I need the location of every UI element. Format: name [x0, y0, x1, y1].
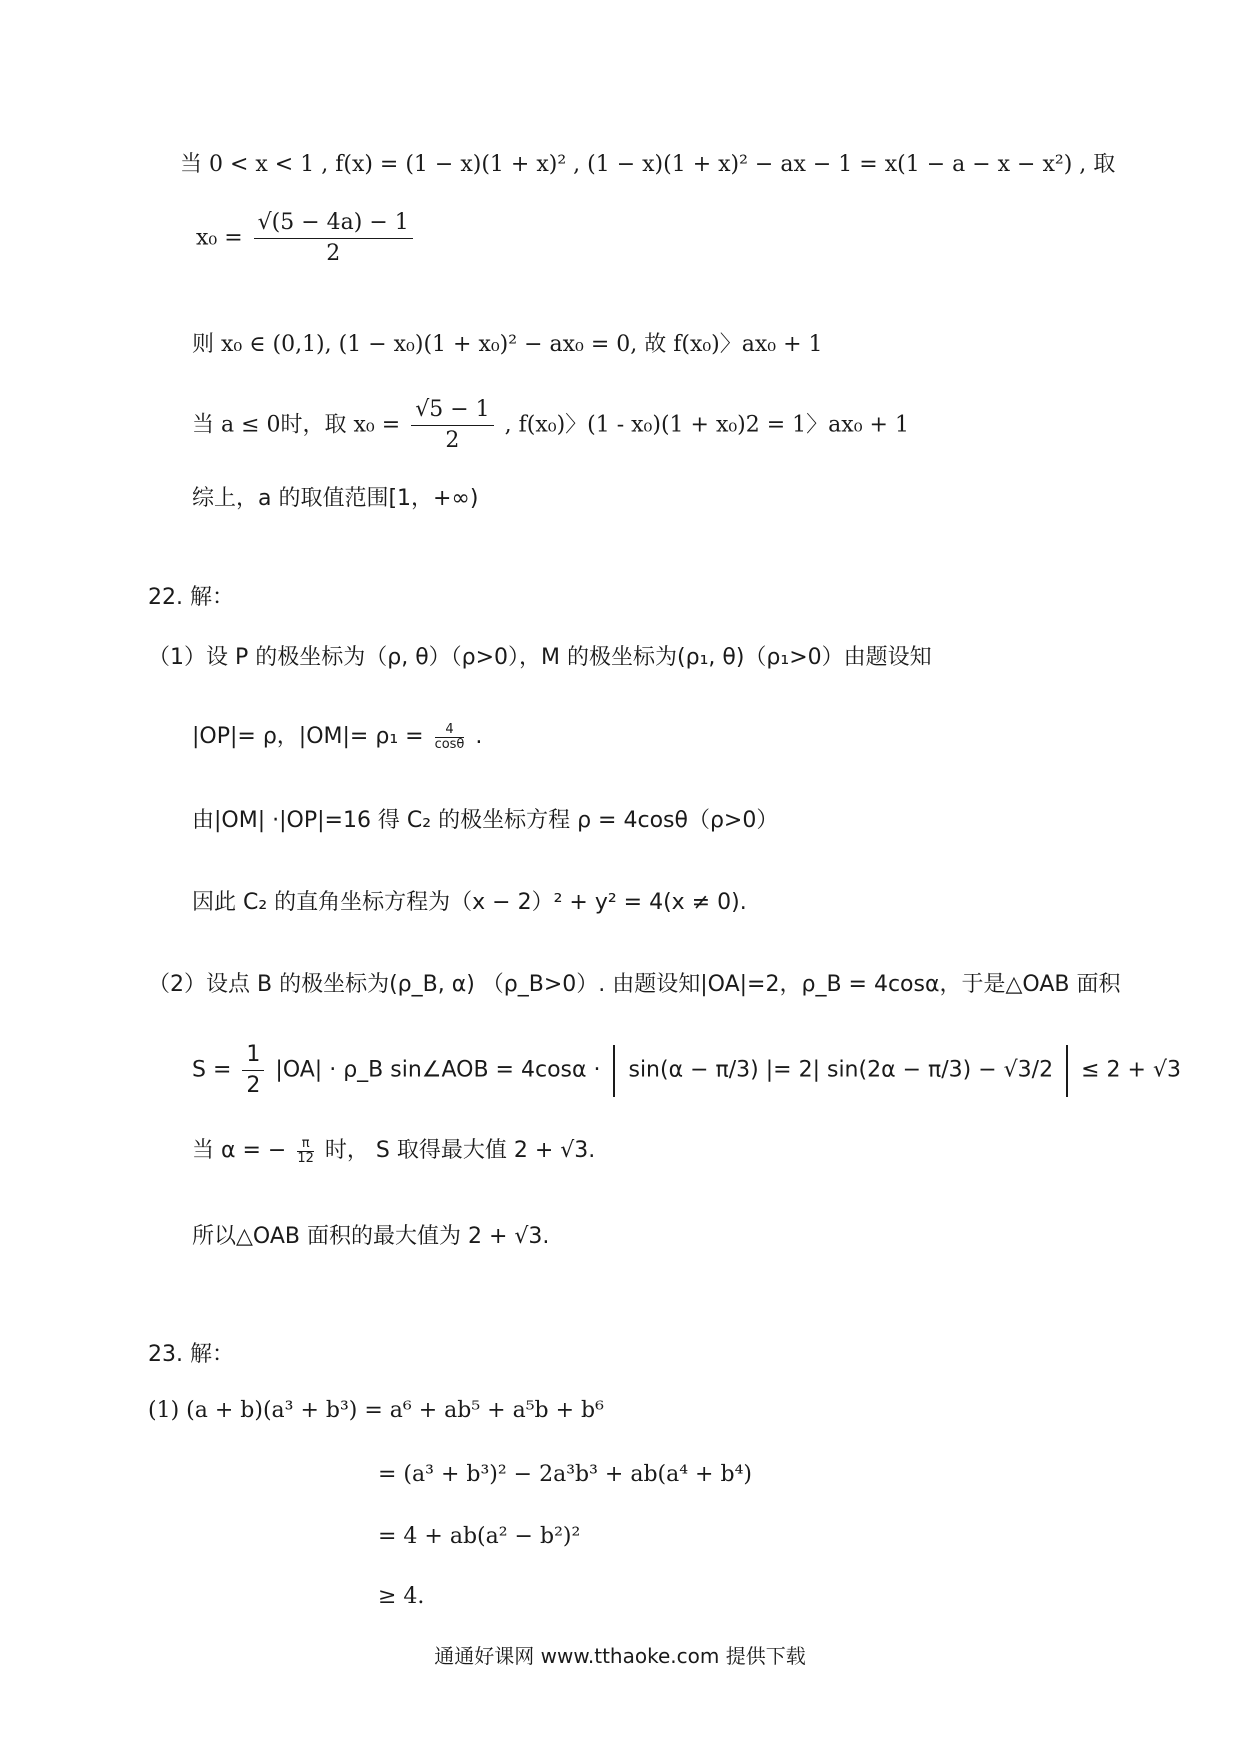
text-line-a-nonpositive	[192, 395, 909, 456]
text-line-22-8	[192, 1222, 549, 1252]
text-line-case-interval	[180, 150, 1115, 180]
text: ≥ 4.	[378, 1584, 425, 1609]
fraction-numerator: 4	[435, 723, 465, 738]
text-line-22-2	[192, 722, 482, 752]
fraction-denominator: 2	[445, 428, 460, 453]
text: S =	[192, 1057, 232, 1083]
pi-12-fraction	[297, 1137, 314, 1166]
text: |OP|= ρ，|OM|= ρ₁ =	[192, 724, 424, 749]
text: 当 a ≤ 0时，取 x₀ =	[192, 412, 401, 438]
cos-fraction	[435, 723, 465, 752]
text: 则 x₀ ∈ (0,1), (1 − x₀)(1 + x₀)² − ax₀ = 0, 故 f(x₀)〉ax₀ + 1	[192, 332, 823, 357]
fraction-numerator: √(5 − 4a) − 1	[254, 208, 413, 239]
text-line-22-3	[192, 806, 778, 836]
page-footer	[0, 1640, 1240, 1669]
text: (1) (a + b)(a³ + b³) = a⁶ + ab⁵ + a⁵b + b⁶	[148, 1398, 604, 1423]
fraction-numerator: 1	[242, 1040, 264, 1071]
fraction-numerator: π	[297, 1137, 314, 1152]
text: 因此 C₂ 的直角坐标方程为（x − 2）² + y² = 4(x ≠ 0).	[192, 890, 747, 915]
half-fraction	[242, 1040, 264, 1101]
fraction-denominator: cosθ	[434, 736, 465, 752]
text: , f(x₀)〉(1 - x₀)(1 + x₀)2 = 1〉ax₀ + 1	[504, 412, 909, 438]
abs-content: sin(α − π/3) |= 2| sin(2α − π/3) − √3/2	[628, 1057, 1054, 1083]
text-line-22-7	[192, 1136, 595, 1166]
sqrt5-fraction	[411, 395, 493, 456]
text: = 4 + ab(a² − b²)²	[378, 1524, 581, 1549]
abs-bar-left	[613, 1045, 615, 1097]
text-line-22-1	[148, 643, 932, 673]
text-line-22-4	[192, 888, 747, 918]
fraction-denominator: 2	[246, 1073, 261, 1098]
abs-bar-right	[1066, 1045, 1068, 1097]
x0-label: x₀ =	[196, 225, 243, 251]
text-line-23-4	[378, 1582, 424, 1612]
text: .	[475, 724, 483, 749]
heading-text: 22. 解：	[148, 585, 234, 610]
text-line-23-1	[148, 1396, 604, 1426]
text: 综上，a 的取值范围[1，+∞)	[192, 486, 479, 511]
text: 当 α = −	[192, 1138, 287, 1163]
text: |OA| · ρ_B sin∠AOB = 4cosα ·	[275, 1057, 601, 1083]
fraction-denominator: 12	[297, 1150, 314, 1166]
text: （2）设点 B 的极坐标为(ρ_B, α) （ρ_B>0）. 由题设知|OA|=2，ρ_B = 4cosα，于是△OAB 面积	[148, 972, 1121, 997]
text-line-23-2	[378, 1460, 752, 1490]
problem-22-heading	[148, 583, 234, 613]
text-line-x0-def	[196, 208, 417, 269]
x0-fraction	[254, 208, 413, 269]
text-line-x0-belongs	[192, 330, 823, 360]
heading-text: 23. 解：	[148, 1342, 234, 1367]
text: 由|OM| ·|OP|=16 得 C₂ 的极坐标方程 ρ = 4cosθ（ρ>0）	[192, 808, 779, 833]
fraction-numerator: √5 − 1	[411, 395, 493, 426]
text: 所以△OAB 面积的最大值为 2 + √3.	[192, 1224, 550, 1249]
text: ≤ 2 + √3	[1081, 1057, 1181, 1083]
text-line-23-3	[378, 1522, 580, 1552]
text: 当 0 < x < 1 , f(x) = (1 − x)(1 + x)² , (1 − x)(1 + x)² − ax − 1 = x(1 − a − x − x²) , 取	[180, 152, 1116, 177]
footer-text: 通通好课网 www.tthaoke.com 提供下载	[434, 1644, 806, 1668]
problem-23-heading	[148, 1340, 234, 1370]
text: 时， S 取得最大值 2 + √3.	[324, 1138, 596, 1163]
text-line-22-6	[192, 1040, 1181, 1101]
text-line-conclusion	[192, 484, 478, 514]
text: （1）设 P 的极坐标为（ρ, θ）（ρ>0），M 的极坐标为(ρ₁, θ)（ρ₁>0）由题设知	[148, 645, 932, 670]
fraction-denominator: 2	[326, 241, 341, 266]
text: = (a³ + b³)² − 2a³b³ + ab(a⁴ + b⁴)	[378, 1462, 752, 1487]
text-line-22-5	[148, 970, 1120, 1000]
